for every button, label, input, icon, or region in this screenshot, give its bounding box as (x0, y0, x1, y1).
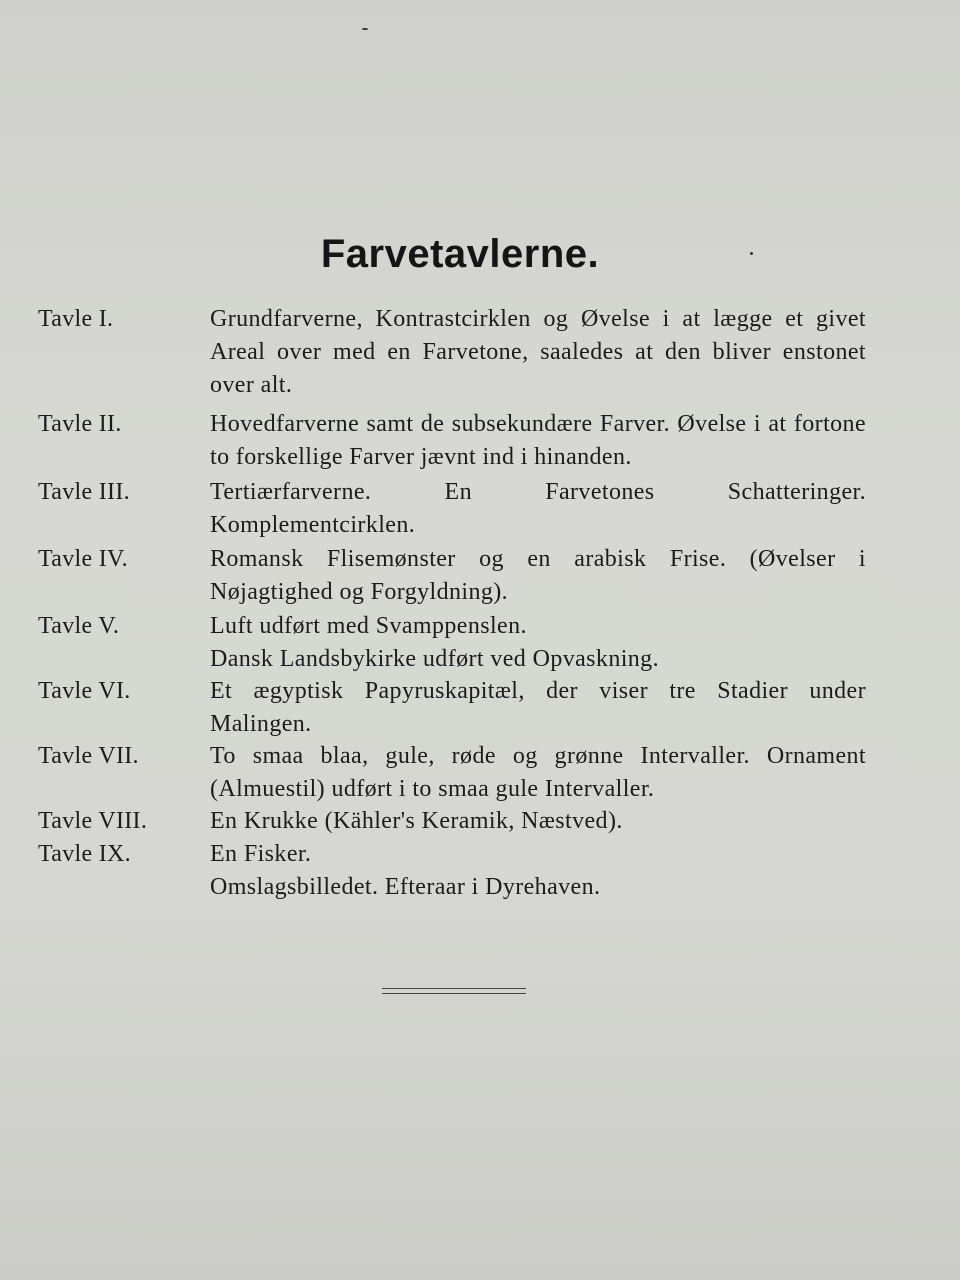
plate-description: To smaa blaa, gule, røde og grønne Intervaller. Ornament (Almuestil) udført i to smaa gule Intervaller. (210, 743, 866, 802)
plate-description-line: Omslagsbilledet. Efteraar i Dyrehaven. (210, 874, 601, 900)
plate-description-line: En Fisker. (210, 841, 312, 867)
plate-description: Et ægyptisk Papyruskapitæl, der viser tre Stadier under Malingen. (210, 678, 866, 737)
plate-label: Tavle IV. (38, 546, 128, 572)
plate-description: Hovedfarverne samt de subsekundære Farver. Øvelse i at fortone to forskellige Farver jævnt ind i hinanden. (210, 411, 866, 470)
plate-label: Tavle VII. (38, 743, 139, 769)
plate-label: Tavle II. (38, 411, 122, 437)
plate-description: En Krukke (Kähler's Keramik, Næstved). (210, 808, 623, 834)
plate-label: Tavle III. (38, 479, 130, 505)
plate-description (210, 838, 866, 904)
plate-description-line: Luft udført med Svamppenslen. (210, 613, 527, 639)
plate-description (210, 610, 866, 676)
plate-description: Romansk Flisemønster og en arabisk Frise. (Øvelser i Nøjagtighed og Forgyldning). (210, 546, 866, 605)
plate-label: Tavle VIII. (38, 808, 148, 834)
plate-label: Tavle VI. (38, 678, 131, 704)
plate-description-line: Dansk Landsbykirke udført ved Opvaskning. (210, 646, 659, 672)
plate-description: Grundfarverne, Kontrastcirklen og Øvelse i at lægge et givet Areal over med en Farvetone, saaledes at den bliver enstonet over alt. (210, 306, 866, 398)
double-rule-divider (382, 988, 526, 994)
page-title: Farvetavlerne. (320, 232, 600, 276)
plate-label: Tavle V. (38, 613, 120, 639)
plate-description: Tertiærfarverne. En Farvetones Schatteringer. Komplementcirklen. (210, 479, 866, 538)
plate-label: Tavle I. (38, 306, 114, 332)
plate-label: Tavle IX. (38, 841, 131, 867)
